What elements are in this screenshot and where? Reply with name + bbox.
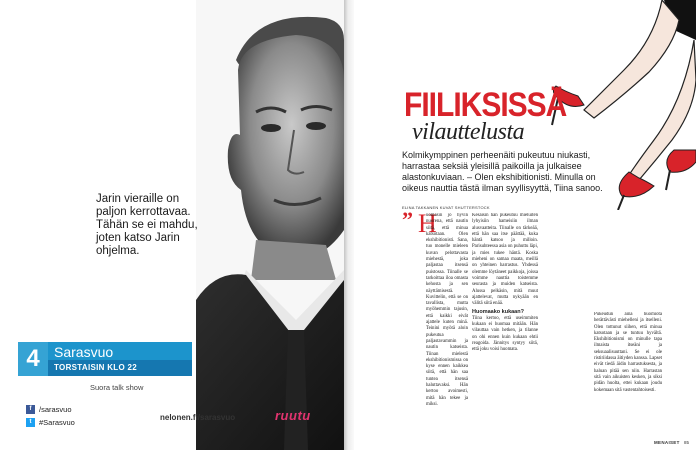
twitter-handle: #Sarasvuo (39, 417, 75, 427)
program-genre: Suora talk show (90, 383, 144, 392)
drop-cap: H (418, 209, 437, 238)
facebook-icon: f (26, 405, 35, 414)
facebook-handle: /sarasvuo (39, 404, 72, 414)
page-fold (344, 0, 354, 450)
article-byline: ELINA TAKKANEN KUVAT SHUTTERSTOCK (402, 205, 490, 210)
article-title-sub: vilauttelusta (412, 119, 525, 145)
slogan-line: Jarin vieraille on (96, 193, 180, 205)
program-name: Sarasvuo (48, 342, 192, 360)
article-column-3 (594, 312, 662, 432)
host-portrait-image (196, 0, 344, 450)
article-column-1 (402, 209, 468, 443)
advertisement-page (0, 0, 344, 450)
article-title-main: FIILIKSISSÄ (404, 86, 567, 124)
ruutu-logo: ruutu (275, 408, 311, 423)
program-banner (18, 342, 192, 376)
ad-slogan (96, 193, 216, 258)
page-number: 85 (684, 440, 690, 445)
air-time: TORSTAISIN KLO 22 (48, 360, 192, 376)
magazine-name: MENAISET (654, 440, 680, 445)
slogan-line: ohjelma. (96, 245, 140, 257)
article-page (354, 0, 696, 450)
slogan-line: Tähän se ei mahdu, (96, 219, 198, 231)
program-website: nelonen.fi/sarasvuo (160, 413, 236, 422)
quote-mark: ” (402, 207, 413, 232)
article-lead: Kolmikymppinen perheenäiti pukeutuu niukasti, harrastaa seksiä yleisillä paikoilla ja julkaisee alastonkuviaan. – Olen ekshibitionisti. Minulla on oikeus nauttia tästä ilman syyllisyyttä, Tiina sanoo. (402, 150, 603, 193)
column-2-text-after: Tiina kertoo, että useimmiten kukaan ei huomaa mitään. Hän vilauttaa vain hetken, ja tilanne on ohi ennen kuin kukaan ehtii reagoida. Jännitys syntyy siitä, että joku voisi huomata. (472, 315, 538, 353)
twitter-icon: t (26, 418, 35, 427)
article-column-2 (472, 213, 538, 443)
column-3-text: Pukeudun aina huomiota herättävästi miehelleni ja itselleni. Olen tottunut siihen, että minua katsotaan ja se tuntuu hyvältä. Ekshibitionismi on minulle tapa ilmaista itseäni ja seksuaalisuuttani. Se ei ole ristiriidassa äitiyden kanssa. Lapset eivät tiedä äidin harrastuksesta, ja haluan pitää sen niin. Harrastan sitä vain aikuisten kesken, ja siksi pidän huolta, ettei kukaan joudu kokemaan sitä vastentahtoisesti. (594, 312, 662, 393)
column-1-text: uomasin jo hyvin nuorena, että nautin siitä, että minua katsotaan. Olen ekshibitionisti. Sana, tuo monelle mieleen kuvan pelottavasta miehestä, joka paljastaa itsensä puistossa. Tiinalle se tarkoittaa iloa omasta kehosta ja sen näyttämisestä. Kuvittelin, että se on tavallista, mutta myöhemmin tajusin, että kaikki eivät ajattele kuten minä. Teinini myötä aloin pukeutua paljastavammin ja nautin katseista. Tiinan mielestä ekshibitionismissa on kyse ennen kaikkea siitä, että hän saa tuntea itsensä haluttavaksi. Hän kertoo avoimesti, mitä hän tekee ja miksi. (426, 213, 468, 407)
column-2-text: Kesäisin hän pukeutuu mieluiten lyhyisiin hameisiin ilman alusvaatteita. Tiinalle on tärkeää, että hän saa itse päättää, kuka häntä katsoo ja milloin. Parisuhteessa asia on puhuttu läpi, ja mies tukee häntä. Koska mieheni on samaa maata, meillä on yhteinen harrastus. Yhdessä olemme löytäneet paikkoja, joissa voimme nauttia toistemme seurasta ja muiden katseista. Alussa pelkäsin, mitä muut ajattelevat, mutta nykyään en välitä siitä enää. (472, 213, 538, 307)
slogan-line: paljon kerrottavaa. (96, 206, 191, 218)
article-subheading: Huomaako kukaan? (472, 309, 524, 316)
social-links (26, 403, 75, 429)
channel-logo: 4 (18, 342, 48, 376)
slogan-line: joten katso Jarin (96, 232, 180, 244)
